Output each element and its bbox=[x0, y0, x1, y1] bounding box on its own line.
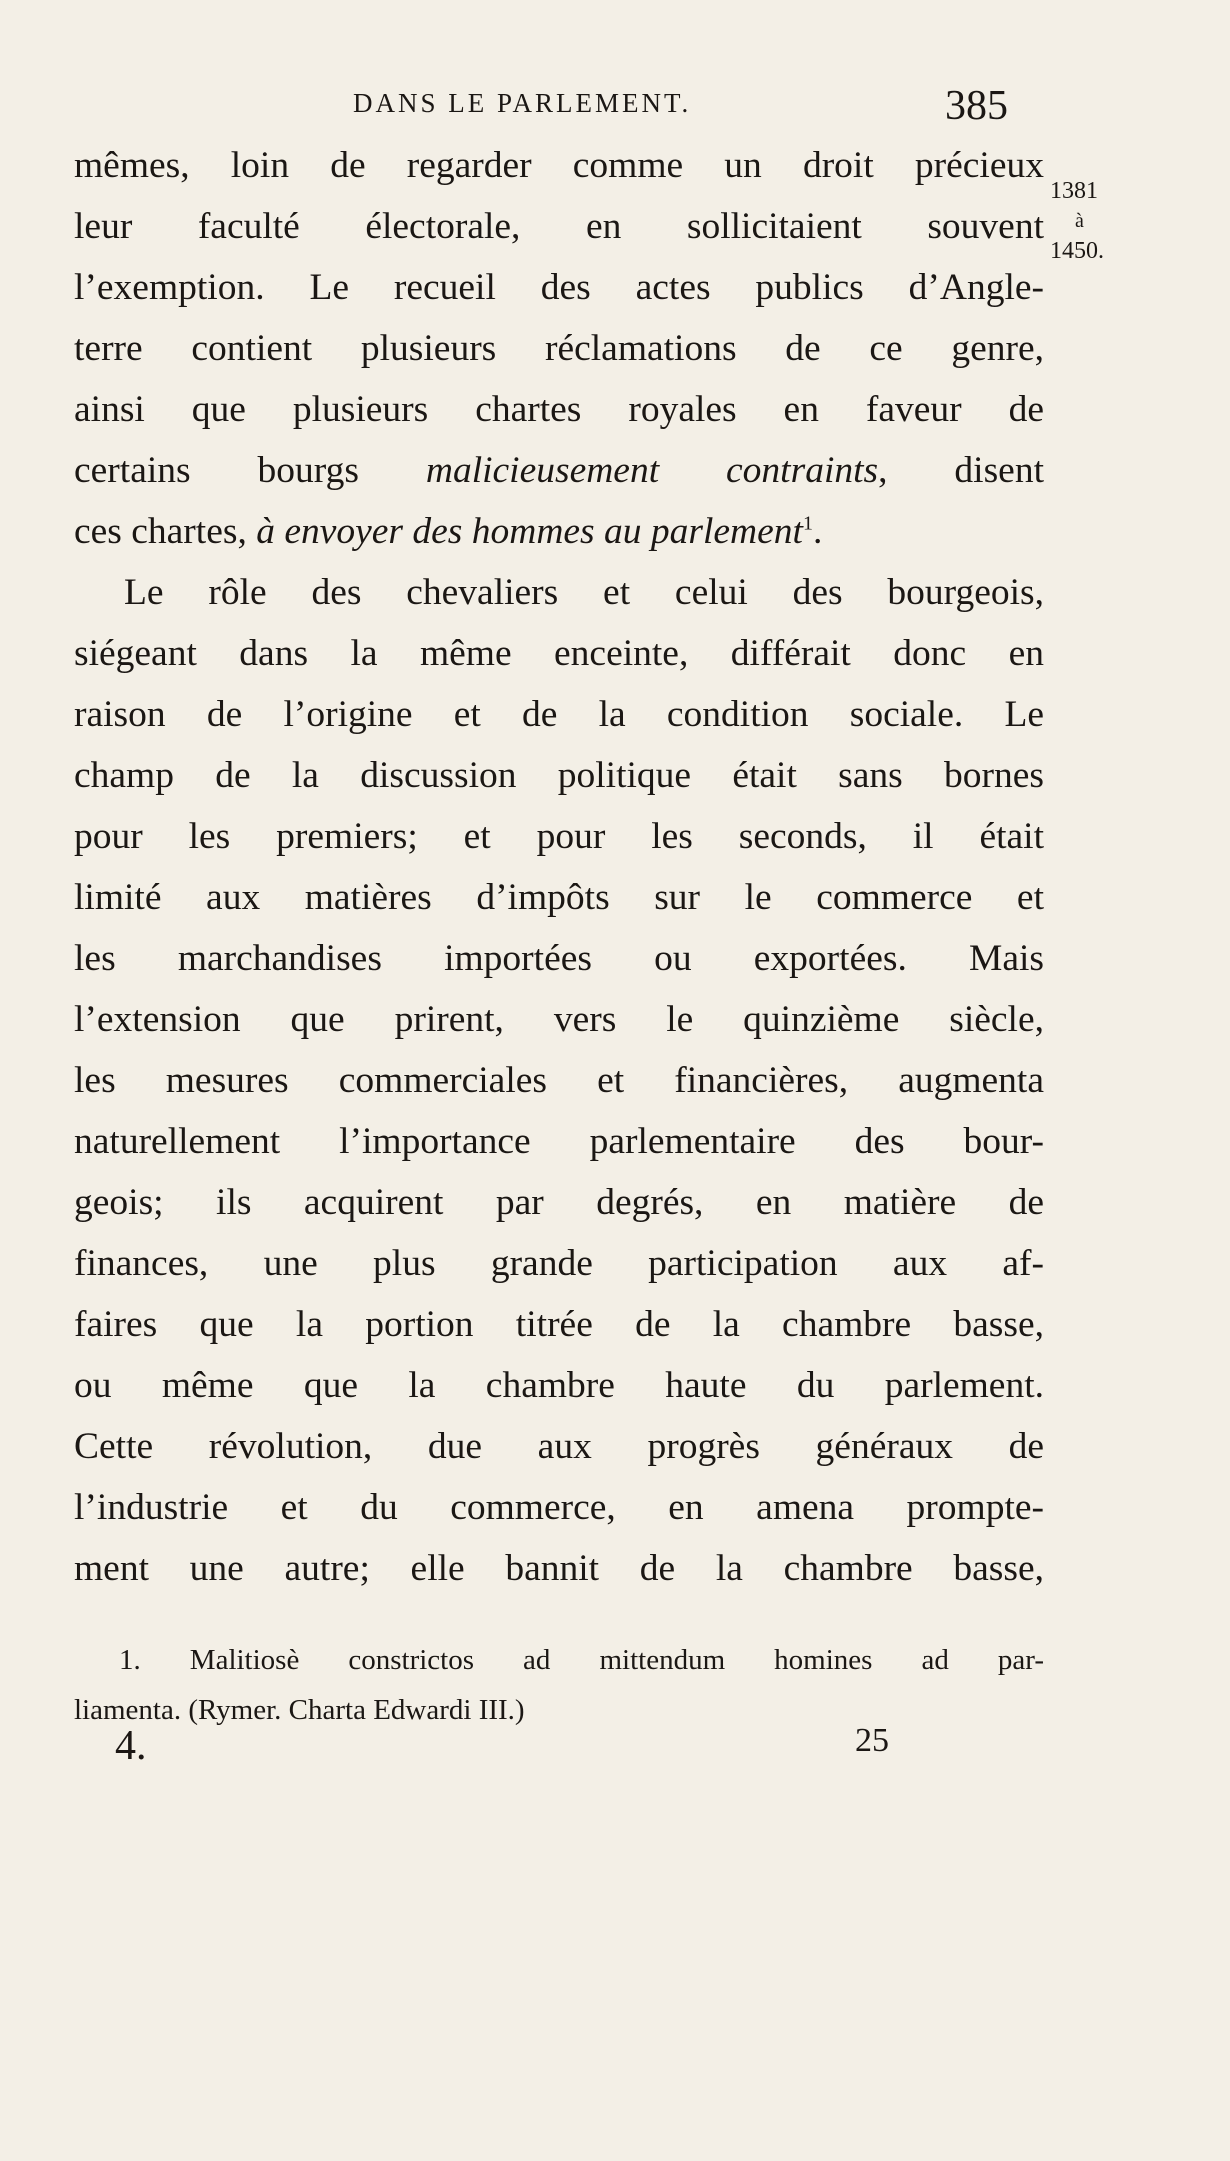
margin-date-start: 1381 bbox=[1050, 178, 1098, 204]
footnote-line: liamenta. (Rymer. Charta Edwardi III.) bbox=[74, 1694, 525, 1726]
running-head: DANS LE PARLEMENT. bbox=[353, 88, 692, 118]
text-line: l’industrie et du commerce, en amena prompte- bbox=[74, 1487, 1044, 1528]
footnote bbox=[74, 1635, 1044, 1735]
page-number: 385 bbox=[945, 83, 1008, 129]
text-line: ainsi que plusieurs chartes royales en faveur de bbox=[74, 389, 1044, 430]
text-line: raison de l’origine et de la condition sociale. Le bbox=[74, 694, 1044, 735]
text-line: geois; ils acquirent par degrés, en matière de bbox=[74, 1182, 1044, 1223]
text-line: siégeant dans la même enceinte, différait donc en bbox=[74, 633, 1044, 674]
signature-mark: 4. bbox=[115, 1723, 147, 1769]
text-line: terre contient plusieurs réclamations de ce genre, bbox=[74, 328, 1044, 369]
sheet-number: 25 bbox=[855, 1722, 889, 1759]
text-line: les mesures commerciales et financières, augmenta bbox=[74, 1060, 1044, 1101]
text-line: faires que la portion titrée de la chambre basse, bbox=[74, 1304, 1044, 1345]
text-fragment: certains bourgs bbox=[74, 450, 359, 491]
text-fragment: , disent bbox=[878, 450, 1044, 491]
paragraph-start-line: Le rôle des chevaliers et celui des bourgeois, bbox=[124, 572, 1044, 613]
footnote-marker[interactable]: 1 bbox=[802, 512, 813, 535]
text-line: finances, une plus grande participation aux af- bbox=[74, 1243, 1044, 1284]
text-line: leur faculté électorale, en sollicitaient souvent bbox=[74, 206, 1044, 247]
footnote-line: 1. Malitiosè constrictos ad mittendum homines ad par- bbox=[119, 1644, 1044, 1676]
text-line: mêmes, loin de regarder comme un droit précieux bbox=[74, 145, 1044, 186]
text-line: naturellement l’importance parlementaire des bour- bbox=[74, 1121, 1044, 1162]
italic-phrase: malicieusement contraints bbox=[425, 450, 879, 491]
text-line-with-italic bbox=[74, 440, 1044, 501]
margin-date-end: 1450. bbox=[1050, 238, 1104, 264]
text-line: champ de la discussion politique était sans bornes bbox=[74, 755, 1044, 796]
text-line: Cette révolution, due aux progrès généraux de bbox=[74, 1426, 1044, 1467]
text-line: les marchandises importées ou exportées. Mais bbox=[74, 938, 1044, 979]
body-text bbox=[74, 135, 1044, 1599]
margin-date-connector: à bbox=[1075, 210, 1084, 232]
text-fragment: ces chartes, bbox=[74, 511, 247, 552]
text-line: ment une autre; elle bannit de la chambre basse, bbox=[74, 1548, 1044, 1589]
text-fragment: . bbox=[812, 511, 823, 552]
italic-phrase: à envoyer des hommes au parlement bbox=[256, 511, 803, 552]
text-line: l’exemption. Le recueil des actes publics d’Angle- bbox=[74, 267, 1044, 308]
text-line: l’extension que prirent, vers le quinzième siècle, bbox=[74, 999, 1044, 1040]
text-line: limité aux matières d’impôts sur le commerce et bbox=[74, 877, 1044, 918]
text-line-with-footnote bbox=[74, 501, 1044, 562]
text-line: ou même que la chambre haute du parlement. bbox=[74, 1365, 1044, 1406]
text-line: pour les premiers; et pour les seconds, il était bbox=[74, 816, 1044, 857]
